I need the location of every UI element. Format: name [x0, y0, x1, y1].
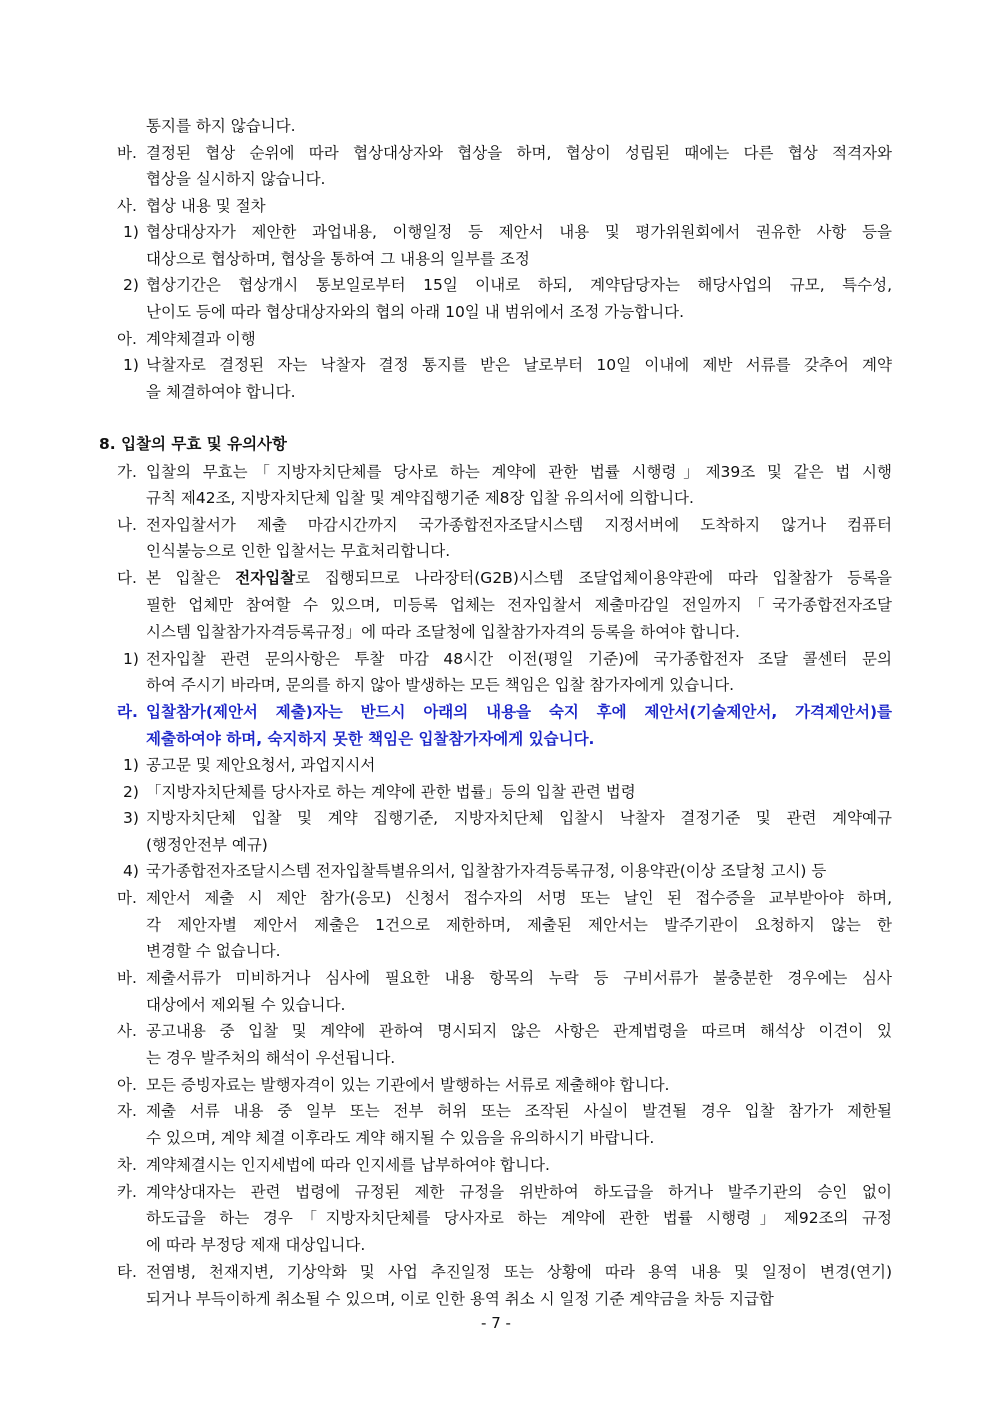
- item-marker: 나.: [117, 516, 137, 534]
- list-item-line: [0, 1259, 892, 1285]
- item-text: 제안서 제출 시 제안 참가(응모) 신청서 접수자의 서명 또는 날인 된 접수증을 교부받아야 하며,: [146, 889, 892, 907]
- list-item-line: [0, 1045, 892, 1071]
- numbered-item-line: [0, 272, 892, 298]
- item-text: 입찰참가(제안서 제출)자는 반드시 아래의 내용을 숙지 후에 제안서(기술제안서, 가격제안서)를: [146, 703, 892, 721]
- item-text: 변경할 수 없습니다.: [146, 942, 281, 960]
- item-text: 에 따라 부정당 제재 대상입니다.: [146, 1236, 366, 1254]
- list-item-line: [0, 485, 892, 511]
- item-text: 제출서류가 미비하거나 심사에 필요한 내용 항목의 누락 등 구비서류가 불충분한 경우에는 심사: [146, 969, 892, 987]
- numbered-item-line: [0, 219, 892, 245]
- item-text: 하도급을 하는 경우「지방자치단체를 당사자로 하는 계약에 관한 법률 시행령」제92조의 규정: [146, 1209, 892, 1227]
- item-text: 계약체결과 이행: [146, 330, 256, 348]
- item-marker: 다.: [117, 569, 137, 587]
- list-item-line: [0, 1125, 892, 1151]
- numbered-item-line: [0, 858, 892, 884]
- item-marker: 자.: [117, 1102, 137, 1120]
- numbered-item-line: [0, 299, 892, 325]
- item-text: 는 경우 발주처의 해석이 우선됩니다.: [146, 1049, 396, 1067]
- item-text: 난이도 등에 따라 협상대상자와의 협의 아래 10일 내 범위에서 조정 가능합니다.: [146, 303, 685, 321]
- item-text: 통지를 하지 않습니다.: [146, 117, 296, 135]
- item-text: 을 체결하여야 합니다.: [146, 383, 296, 401]
- list-item-line: [0, 512, 892, 538]
- item-marker: 바.: [117, 144, 137, 162]
- numbered-item-line: [0, 752, 892, 778]
- item-marker: 바.: [117, 969, 137, 987]
- item-text: 본 입찰은 전자입찰로 집행되므로 나라장터(G2B)시스템 조달업체이용약관에 따라 입찰참가 등록을: [146, 569, 892, 587]
- numbered-item-line: [0, 379, 892, 405]
- list-item-line: [0, 193, 892, 219]
- numbered-item-line: [0, 672, 892, 698]
- item-marker: 1): [123, 223, 139, 241]
- list-item-line: [0, 1018, 892, 1044]
- item-text: 전염병, 천재지변, 기상악화 및 사업 추진일정 또는 상황에 따라 용역 내용 및 일정이 변경(연기): [146, 1263, 892, 1281]
- item-marker: 차.: [117, 1156, 137, 1174]
- item-text: 모든 증빙자료는 발행자격이 있는 기관에서 발행하는 서류로 제출해야 합니다.: [146, 1076, 670, 1094]
- list-item-line: [0, 992, 892, 1018]
- bold-phrase: 전자입찰: [235, 569, 296, 587]
- item-text: 낙찰자로 결정된 자는 낙찰자 결정 통지를 받은 날로부터 10일 이내에 제반 서류를 갖추어 계약: [146, 356, 892, 374]
- item-marker: 사.: [117, 1022, 137, 1040]
- item-marker: 카.: [117, 1183, 137, 1201]
- item-text: 제출하여야 하며, 숙지하지 못한 책임은 입찰참가자에게 있습니다.: [146, 730, 595, 748]
- item-text: 공고문 및 제안요청서, 과업지시서: [146, 756, 376, 774]
- item-text: 「지방자치단체를 당사자로 하는 계약에 관한 법률」등의 입찰 관련 법령: [146, 783, 636, 801]
- list-item-line: [0, 1232, 892, 1258]
- item-marker: 라.: [117, 703, 138, 721]
- list-item-line: [0, 699, 892, 725]
- item-marker: 1): [123, 356, 139, 374]
- item-marker: 사.: [117, 197, 137, 215]
- list-item-line: [0, 1098, 892, 1124]
- item-text: 수 있으며, 계약 체결 이후라도 계약 해지될 수 있음을 유의하시기 바랍니다.: [146, 1129, 655, 1147]
- numbered-item-line: [0, 646, 892, 672]
- item-text: 국가종합전자조달시스템 전자입찰특별유의서, 입찰참가자격등록규정, 이용약관(이상 조달청 고시) 등: [146, 862, 827, 880]
- item-text: 대상에서 제외될 수 있습니다.: [146, 996, 346, 1014]
- item-text: 제출 서류 내용 중 일부 또는 전부 허위 또는 조작된 사실이 발견될 경우 입찰 참가가 제한될: [146, 1102, 892, 1120]
- list-item-line: [0, 592, 892, 618]
- item-text: 각 제안자별 제안서 제출은 1건으로 제한하며, 제출된 제안서는 발주기관이 요청하지 않는 한: [146, 916, 892, 934]
- list-item-line: [0, 912, 892, 938]
- list-item-line: [0, 885, 892, 911]
- item-text: 전자입찰서가 제출 마감시간까지 국가종합전자조달시스템 지정서버에 도착하지 않거나 컴퓨터: [146, 516, 892, 534]
- list-item-line: [0, 1286, 892, 1312]
- item-marker: 2): [123, 783, 139, 801]
- item-marker: 가.: [117, 463, 137, 481]
- item-text: 공고내용 중 입찰 및 계약에 관하여 명시되지 않은 사항은 관계법령을 따르며 해석상 이견이 있: [146, 1022, 892, 1040]
- list-item-line: [0, 965, 892, 991]
- item-text: 시스템 입찰참가자격등록규정」에 따라 조달청에 입찰참가자격의 등록을 하여야 합니다.: [146, 623, 740, 641]
- item-marker: 3): [123, 809, 139, 827]
- list-item-line: [0, 459, 892, 485]
- list-item-line: [0, 326, 892, 352]
- item-marker: 1): [123, 756, 139, 774]
- item-text: 되거나 부득이하게 취소될 수 있으며, 이로 인한 용역 취소 시 일정 기준 계약금을 차등 지급합: [146, 1290, 774, 1308]
- item-marker: 1): [123, 650, 139, 668]
- list-item-line: [0, 565, 892, 591]
- page-number: - 7 -: [481, 1314, 511, 1332]
- numbered-item-line: [0, 805, 892, 831]
- list-item-line: [0, 938, 892, 964]
- item-text: 인식불능으로 인한 입찰서는 무효처리합니다.: [146, 542, 451, 560]
- list-item-line: [0, 113, 892, 139]
- item-text: 협상기간은 협상개시 통보일로부터 15일 이내로 하되, 계약담당자는 해당사업의 규모, 특수성,: [146, 276, 892, 294]
- item-text: 하여 주시기 바라며, 문의를 하지 않아 발생하는 모든 책임은 입찰 참가자에게 있습니다.: [146, 676, 735, 694]
- item-text: 전자입찰 관련 문의사항은 투찰 마감 48시간 이전(평일 기준)에 국가종합전자 조달 콜센터 문의: [146, 650, 892, 668]
- numbered-item-line: [0, 246, 892, 272]
- item-marker: 마.: [117, 889, 137, 907]
- item-text: 협상 내용 및 절차: [146, 197, 266, 215]
- list-item-line: [0, 1152, 892, 1178]
- list-item-line: [0, 538, 892, 564]
- list-item-line: [0, 140, 892, 166]
- numbered-item-line: [0, 779, 892, 805]
- list-item-line: [0, 619, 892, 645]
- item-text: 협상을 실시하지 않습니다.: [146, 170, 326, 188]
- item-text: (행정안전부 예규): [146, 836, 268, 854]
- item-marker: 4): [123, 862, 139, 880]
- list-item-line: [0, 166, 892, 192]
- item-text: 결정된 협상 순위에 따라 협상대상자와 협상을 하며, 협상이 성립된 때에는 다른 협상 적격자와: [146, 144, 892, 162]
- list-item-line: [0, 1072, 892, 1098]
- item-text: 계약체결시는 인지세법에 따라 인지세를 납부하여야 합니다.: [146, 1156, 550, 1174]
- numbered-item-line: [0, 352, 892, 378]
- item-marker: 2): [123, 276, 139, 294]
- item-text: 지방자치단체 입찰 및 계약 집행기준, 지방자치단체 입찰시 낙찰자 결정기준 및 관련 계약예규: [146, 809, 892, 827]
- section-heading: 8. 입찰의 무효 및 유의사항: [99, 435, 287, 453]
- item-text: 대상으로 협상하며, 협상을 통하여 그 내용의 일부를 조정: [146, 250, 530, 268]
- list-item-line: [0, 1205, 892, 1231]
- item-text: 입찰의 무효는「지방자치단체를 당사로 하는 계약에 관한 법률 시행령」제39조 및 같은 법 시행: [146, 463, 892, 481]
- item-text: 규칙 제42조, 지방자치단체 입찰 및 계약집행기준 제8장 입찰 유의서에 의합니다.: [146, 489, 694, 507]
- item-marker: 타.: [117, 1263, 137, 1281]
- numbered-item-line: [0, 832, 892, 858]
- item-text: 필한 업체만 참여할 수 있으며, 미등록 업체는 전자입찰서 제출마감일 전일까지「국가종합전자조달: [146, 596, 892, 614]
- item-text: 계약상대자는 관련 법령에 규정된 제한 규정을 위반하여 하도급을 하거나 발주기관의 승인 없이: [146, 1183, 892, 1201]
- item-text: 협상대상자가 제안한 과업내용, 이행일정 등 제안서 내용 및 평가위원회에서 권유한 사항 등을: [146, 223, 892, 241]
- item-marker: 아.: [117, 1076, 137, 1094]
- list-item-line: [0, 726, 892, 752]
- list-item-line: [0, 1179, 892, 1205]
- item-marker: 아.: [117, 330, 137, 348]
